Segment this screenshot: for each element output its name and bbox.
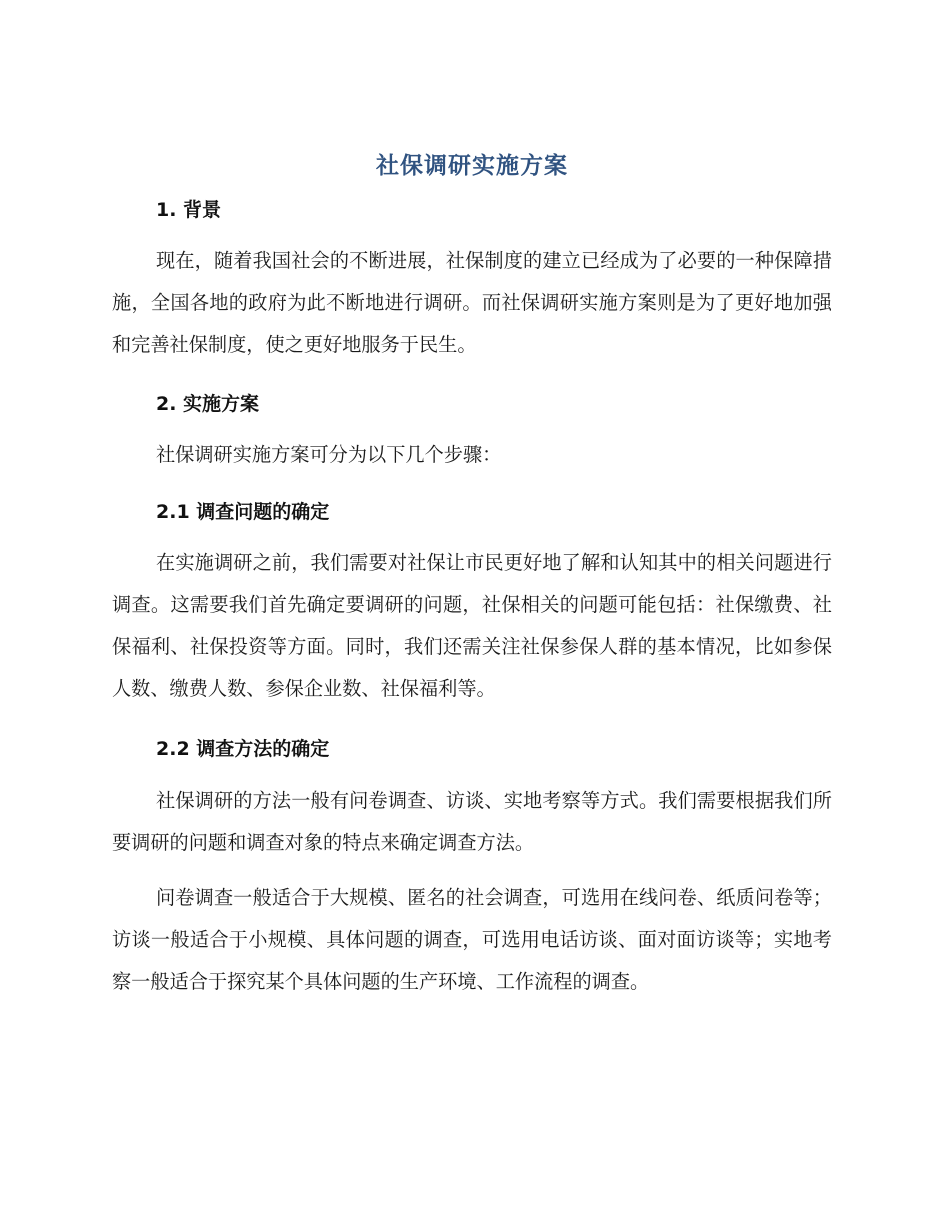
paragraph-methods-overview: 社保调研的方法一般有问卷调查、访谈、实地考察等方式。我们需要根据我们所要调研的问题和调查对象的特点来确定调查方法。 [112,789,832,854]
section-heading-background: 1. 背景 [156,199,222,221]
document-title: 社保调研实施方案 [376,153,568,179]
paragraph-question-definition: 在实施调研之前，我们需要对社保让市民更好地了解和认知其中的相关问题进行调查。这需要我们首先确定要调研的问题，社保相关的问题可能包括：社保缴费、社保福利、社保投资等方面。同时，我们还需关注社保参保人群的基本情况，比如参保人数、缴费人数、参保企业数、社保福利等。 [112,551,832,700]
section-heading-implementation: 2. 实施方案 [156,393,260,415]
paragraph-methods-detail: 问卷调查一般适合于大规模、匿名的社会调查，可选用在线问卷、纸质问卷等；访谈一般适合于小规模、具体问题的调查，可选用电话访谈、面对面访谈等；实地考察一般适合于探究某个具体问题的生产环境、工作流程的调查。 [112,886,832,993]
paragraph-background: 现在，随着我国社会的不断进展，社保制度的建立已经成为了必要的一种保障措施，全国各地的政府为此不断地进行调研。而社保调研实施方案则是为了更好地加强和完善社保制度，使之更好地服务于民生。 [112,249,832,356]
section-heading-question-definition: 2.1 调查问题的确定 [156,501,330,523]
section-heading-method-definition: 2.2 调查方法的确定 [156,738,330,760]
paragraph-steps-intro: 社保调研实施方案可分为以下几个步骤： [156,443,502,466]
